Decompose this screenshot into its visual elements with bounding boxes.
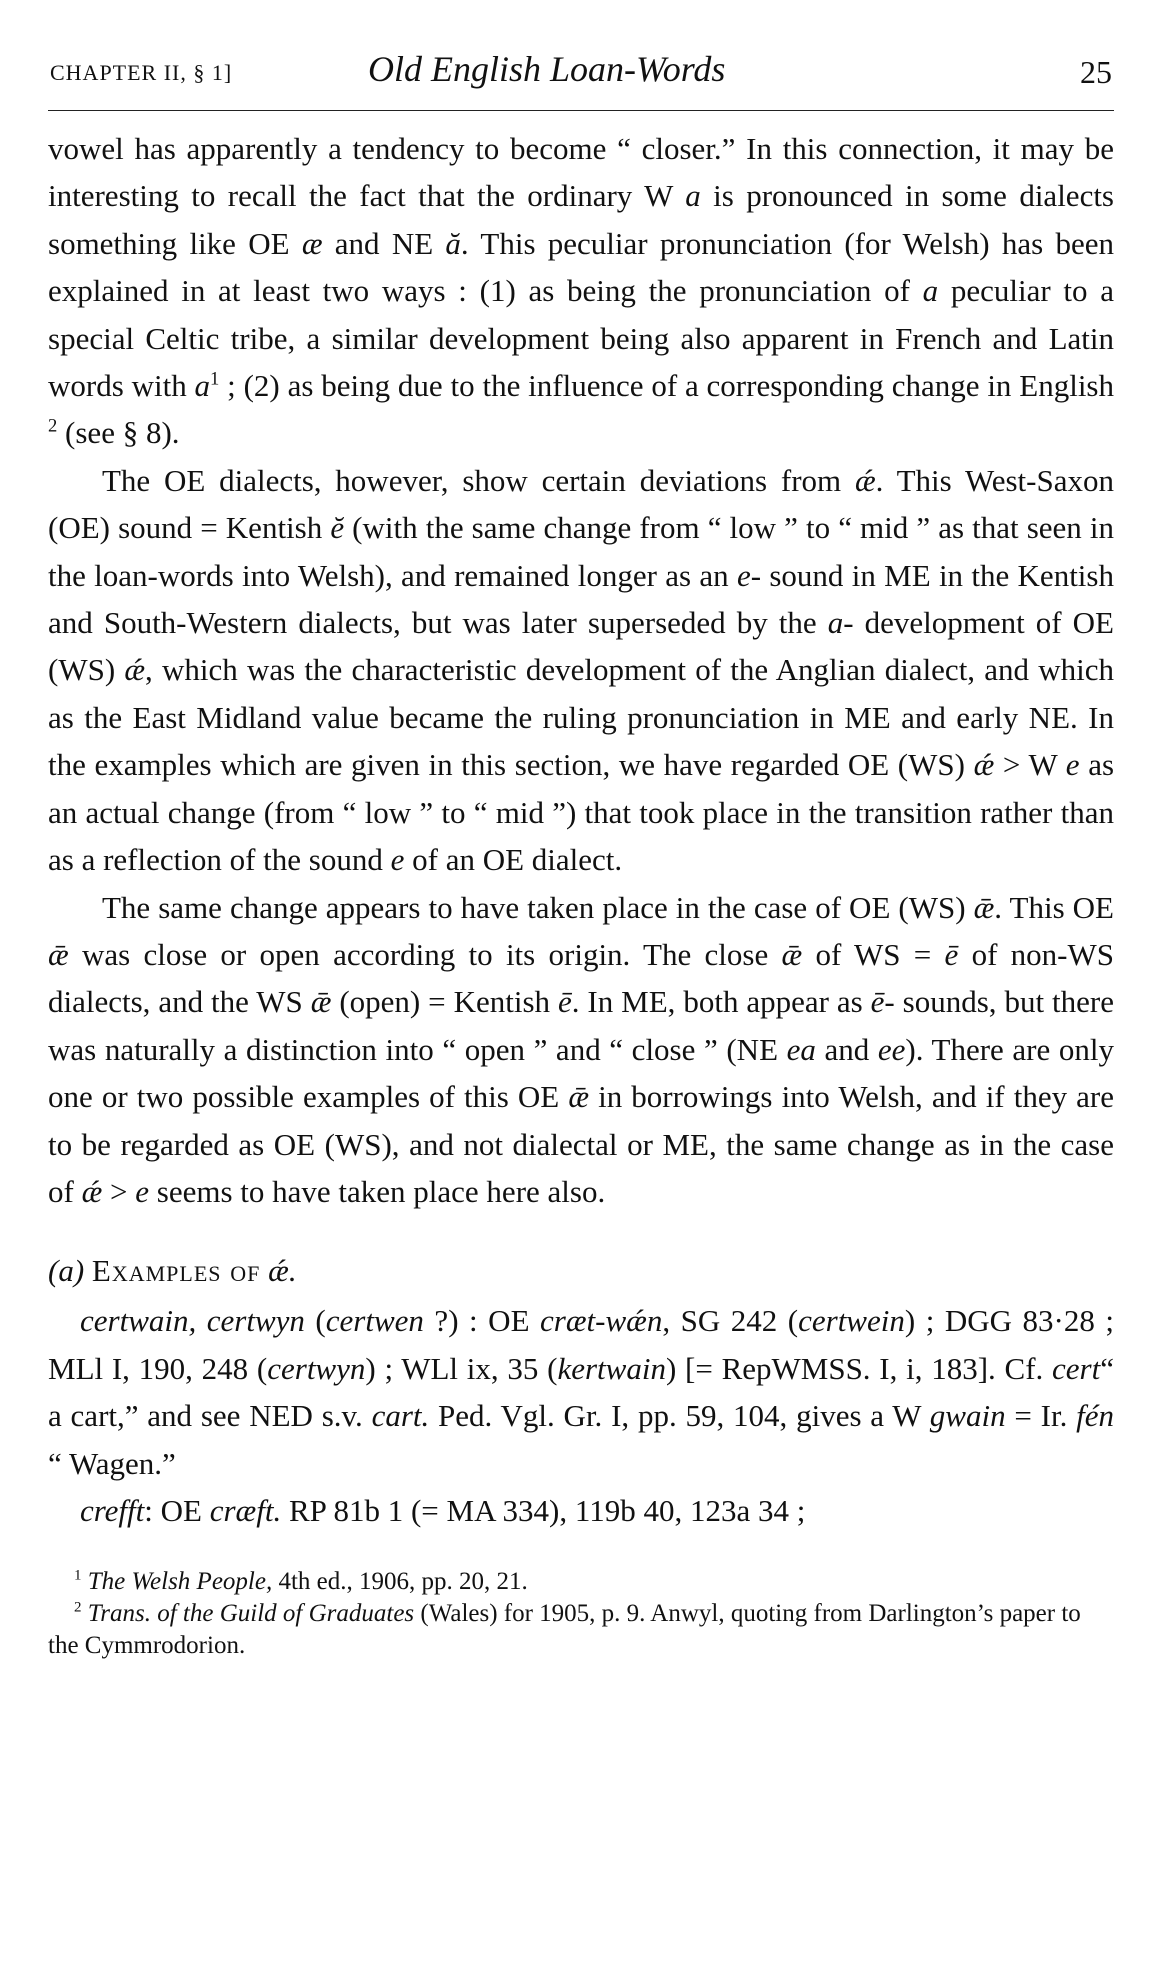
- footnote-ref-1: 1: [210, 368, 220, 390]
- footnote-2: $^2$ Trans. of the Guild of Graduates (Wales) for 1905, p. 9. Anwyl, quoting from Darlington’s paper to the Cymmrodorion.: [48, 1600, 1081, 1660]
- footnote-1: $^1$ The Welsh People, 4th ed., 1906, pp. 20, 21.: [74, 1568, 528, 1596]
- entry-crefft: crefft: OE cræft. RP 81b 1 (= MA 334), 119b 40, 123a 34 ;: [80, 1492, 806, 1528]
- paragraph-3: The same change appears to have taken place in the case of OE (WS) ǣ. This OE ǣ was close or open according to its origin. The close ǣ of WS = ē of non-WS dialects, and the WS ǣ (open) = Kentish ē. In ME, both appear as ē- sounds, but there was naturally a distinction into “ open ” and “ close ” (NE ea and ee). There are only one or two possible examples of this OE ǣ in borrowings into Welsh, and if they are to be regarded as OE (WS), and not dialectal or ME, the same change as in the case of ǽ > e seems to have taken place here also.: [48, 889, 1114, 1209]
- header-rule: [48, 110, 1114, 111]
- running-title: Old English Loan-Words: [368, 49, 726, 89]
- paragraph-1: vowel has apparently a tendency to become “ closer.” In this connection, it may be interesting to recall the fact that the ordinary W a is pronounced in some dialects something like OE æ and NE ă. This peculiar pronunciation (for Welsh) has been explained in at least two ways : (1) as being the pronunciation of a peculiar to a special Celtic tribe, a similar development being also apparent in French and Latin words with $a^1$ ; (2) as being due to the influence of a corresponding change in English $^2$ (see § 8).: [48, 131, 1115, 451]
- section-heading: (a) Examples of ǽ.: [48, 1253, 297, 1289]
- footnote-ref-2: 2: [48, 416, 58, 438]
- paragraph-2: The OE dialects, however, show certain deviations from ǽ. This West-Saxon (OE) sound = Kentish ĕ (with the same change from “ low ” to “ mid ” as that seen in the loan-words into Welsh), and remained longer as an e- sound in ME in the Kentish and South-Western dialects, but was later superseded by the a- development of OE (WS) ǽ, which was the characteristic development of the Anglian dialect, and which as the East Midland value became the ruling pronunciation in ME and early NE. In the examples which are given in this section, we have regarded OE (WS) ǽ > W e as an actual change (from “ low ” to “ mid ”) that took place in the transition rather than as a reflection of the sound e of an OE dialect.: [48, 462, 1115, 878]
- running-header: [48, 42, 1114, 102]
- body-text: [48, 125, 1114, 1215]
- page: [48, 42, 1114, 1662]
- page-number: 25: [1080, 54, 1112, 90]
- footnotes: [48, 1566, 1114, 1662]
- chapter-reference: CHAPTER II, § 1]: [50, 60, 233, 85]
- entry-certwain: certwain, certwyn (certwen ?) : OE cræt-wǽn, SG 242 (certwein) ; DGG 83·28 ; MLl I, 190, 248 (certwyn) ; WLl ix, 35 (kertwain) [= RepWMSS. I, i, 183]. Cf. cert“ a cart,” and see NED s.v. cart. Ped. Vgl. Gr. I, pp. 59, 104, gives a W gwain = Ir. fén “ Wagen.”: [48, 1303, 1114, 1481]
- examples-list: [48, 1297, 1114, 1534]
